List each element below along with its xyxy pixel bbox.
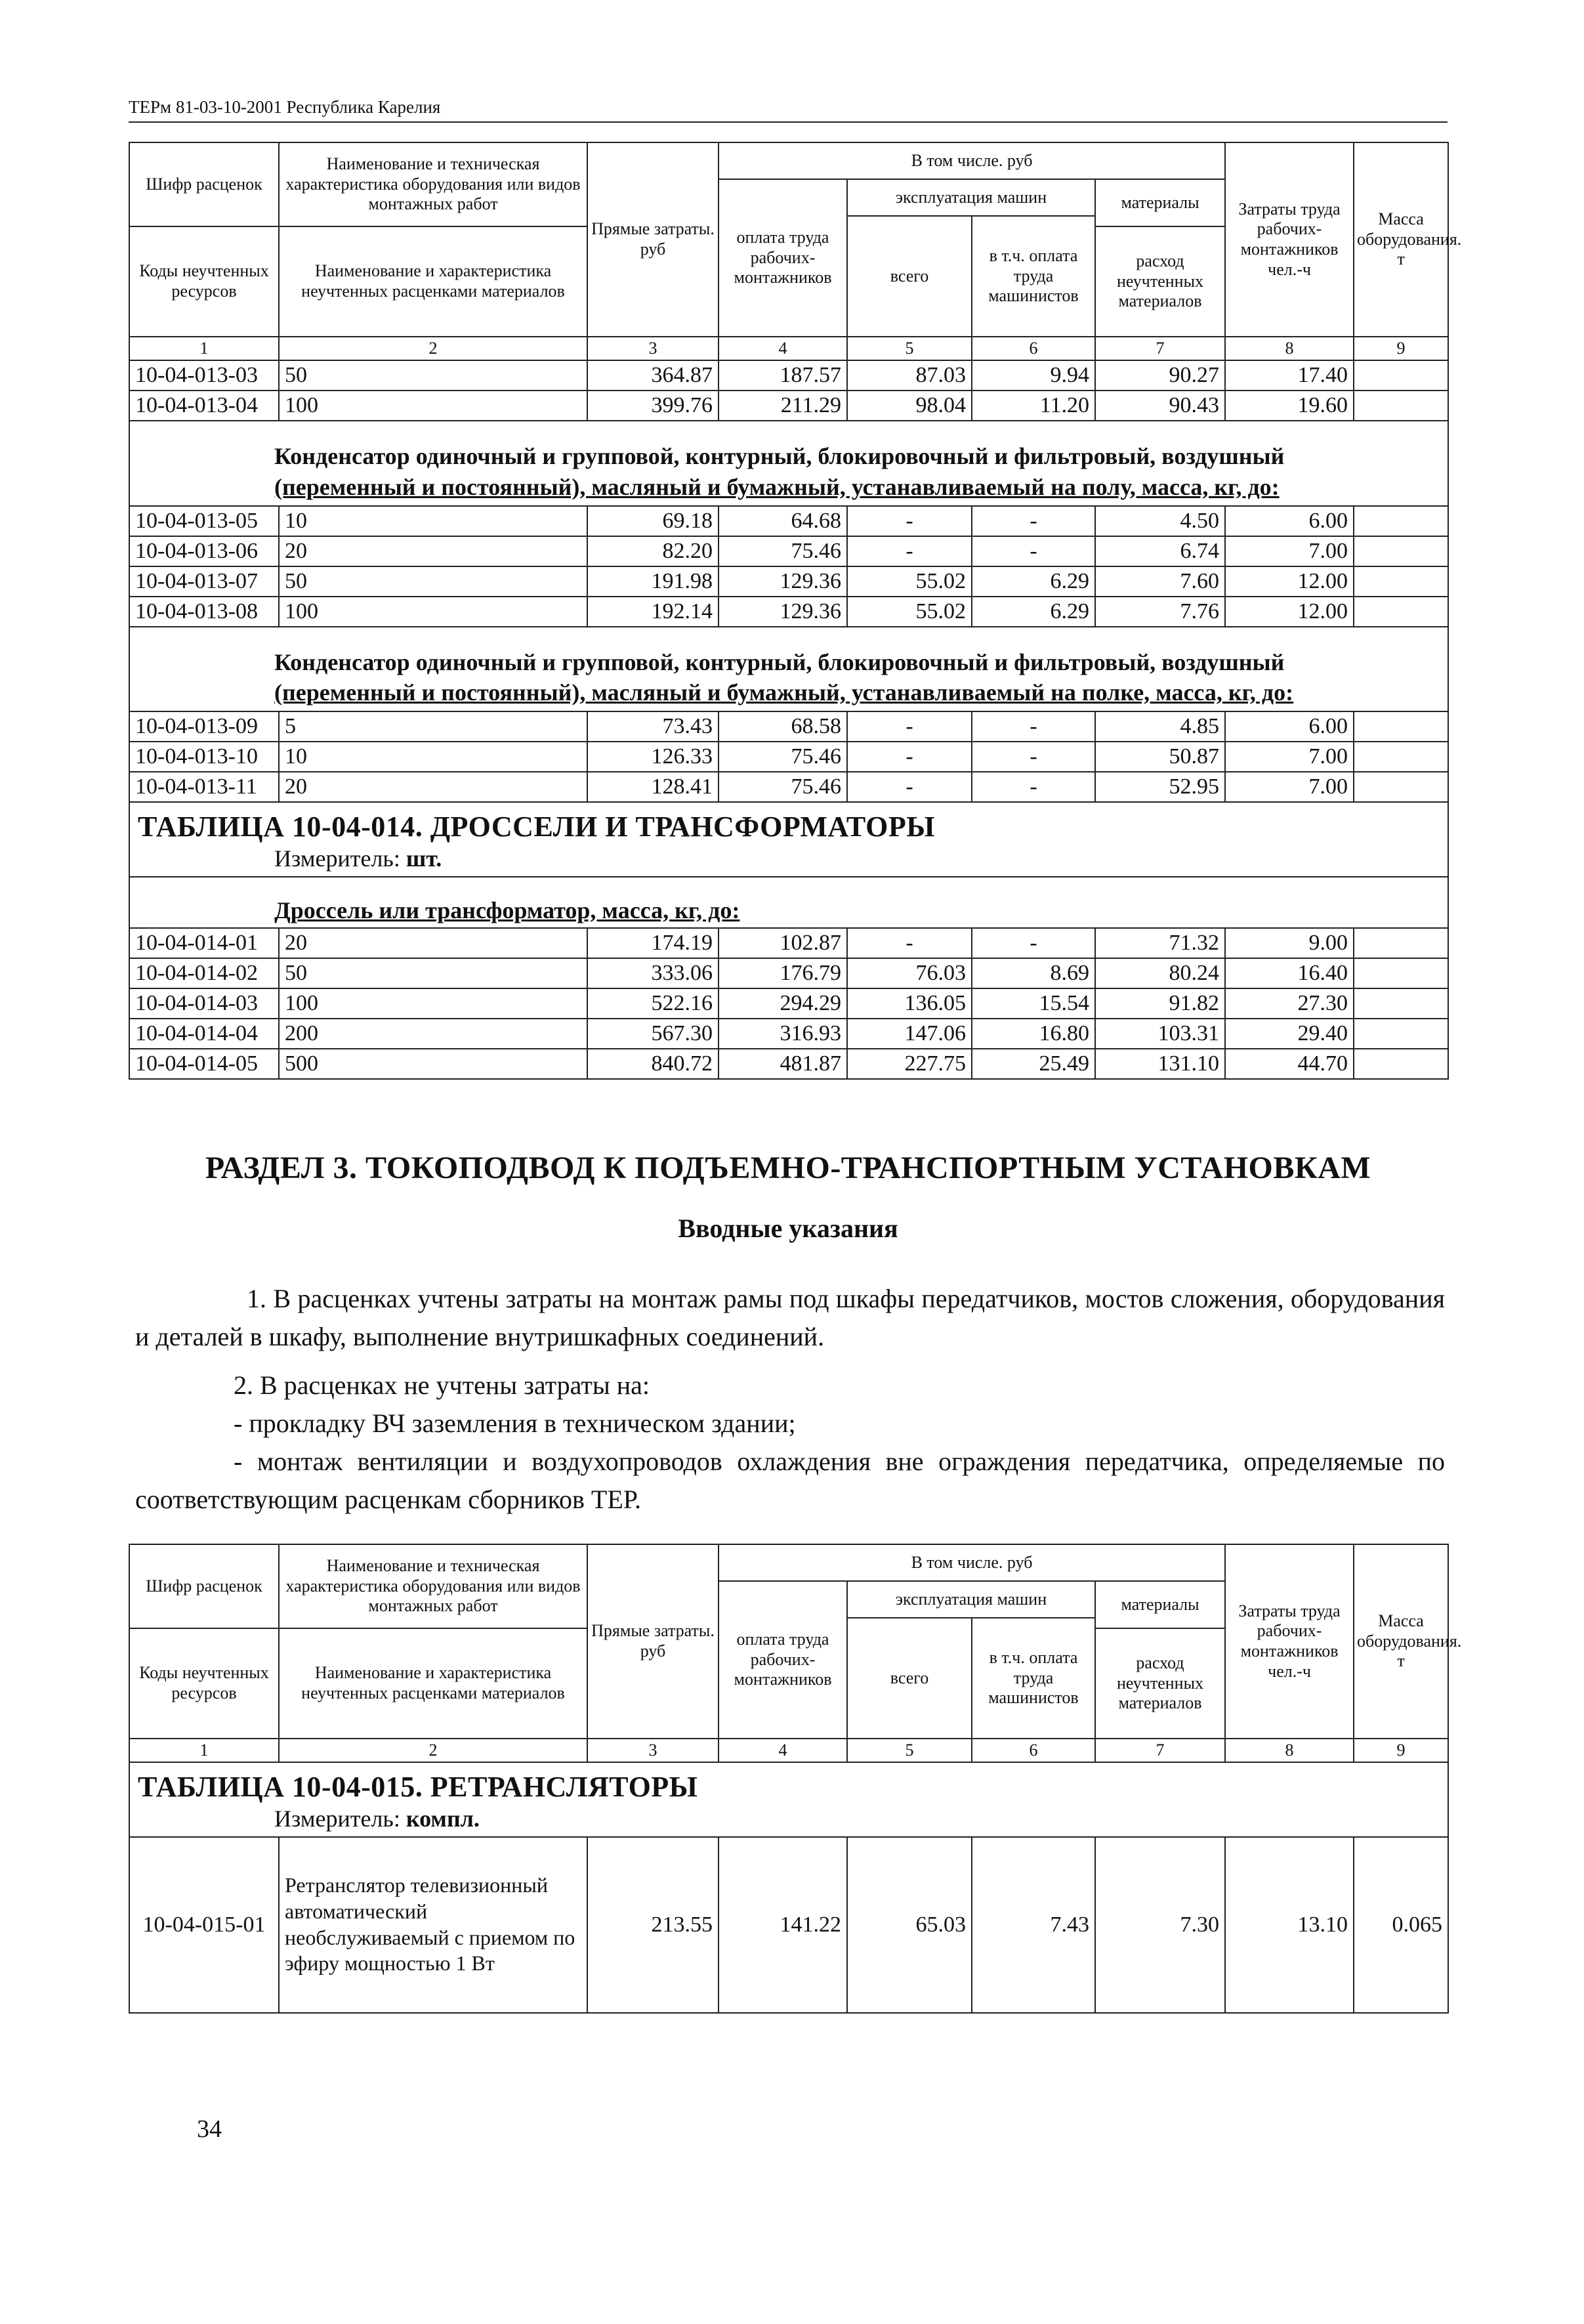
- table-cell: 82.20: [587, 536, 719, 566]
- table-cell: -: [972, 772, 1095, 802]
- table-cell: 522.16: [587, 988, 719, 1019]
- header-labor-pay: оплата труда рабочих-монтажников: [719, 179, 847, 337]
- section-3-title: РАЗДЕЛ 3. ТОКОПОДВОД К ПОДЪЕМНО-ТРАНСПОРТНЫМ УСТАНОВКАМ: [205, 1151, 1371, 1185]
- table-cell: 174.19: [587, 928, 719, 958]
- table-cell: -: [972, 506, 1095, 536]
- table-cell: 10: [279, 506, 587, 536]
- header-machines-total: всего: [847, 216, 972, 337]
- table-cell: 9.00: [1225, 928, 1354, 958]
- table-cell: [1354, 711, 1448, 742]
- rate-code-cell: 10-04-013-04: [129, 391, 279, 421]
- table-cell: 6.29: [972, 566, 1095, 597]
- table-cell: 100: [279, 391, 587, 421]
- table-cell: [1354, 928, 1448, 958]
- header-codes: Коды неучтенных ресурсов: [129, 226, 279, 337]
- table-cell: 50: [279, 360, 587, 391]
- rate-code-cell: 10-04-014-03: [129, 988, 279, 1019]
- section-line-2: (переменный и постоянный), масляный и бумажный, устанавливаемый на полу, масса, кг, до:: [274, 473, 1280, 500]
- table-cell: -: [847, 506, 972, 536]
- table-cell: [1354, 506, 1448, 536]
- rate-code-cell: 10-04-013-03: [129, 360, 279, 391]
- header-shifr: Шифр расценок: [129, 1544, 279, 1628]
- table-cell: 364.87: [587, 360, 719, 391]
- header-mass: Масса оборудования. т: [1354, 142, 1448, 337]
- table-cell: 71.32: [1095, 928, 1225, 958]
- table-cell: 103.31: [1095, 1019, 1225, 1049]
- table-cell: 16.80: [972, 1019, 1095, 1049]
- header-materials: материалы: [1095, 1581, 1225, 1628]
- table-row: [129, 711, 1448, 742]
- table-cell: 50: [279, 566, 587, 597]
- rates-table-013-014: [129, 142, 1462, 1080]
- table-cell: 69.18: [587, 506, 719, 536]
- table-cell: 75.46: [719, 772, 847, 802]
- table-cell: 29.40: [1225, 1019, 1354, 1049]
- table-cell: 12.00: [1225, 566, 1354, 597]
- table-015-measure: Измеритель: компл.: [274, 1806, 480, 1832]
- rate-code-cell: 10-04-013-10: [129, 742, 279, 772]
- table-cell: 399.76: [587, 391, 719, 421]
- table-cell: 19.60: [1225, 391, 1354, 421]
- table-cell: 20: [279, 772, 587, 802]
- table-cell: 15.54: [972, 988, 1095, 1019]
- table-cell: 4.85: [1095, 711, 1225, 742]
- header-codes: Коды неучтенных ресурсов: [129, 1628, 279, 1739]
- table-cell: 136.05: [847, 988, 972, 1019]
- table-cell: 192.14: [587, 597, 719, 627]
- table-cell: -: [847, 742, 972, 772]
- table-cell: 191.98: [587, 566, 719, 597]
- table-row: [129, 988, 1448, 1019]
- table-row: [129, 506, 1448, 536]
- header-labor-pay: оплата труда рабочих-монтажников: [719, 1581, 847, 1739]
- table-cell: 100: [279, 988, 587, 1019]
- table-cell: 50.87: [1095, 742, 1225, 772]
- table-cell: [1354, 988, 1448, 1019]
- table-cell: 50: [279, 958, 587, 988]
- header-name-bottom: Наименование и характеристика неучтенных расценками материалов: [279, 226, 587, 337]
- header-materials: материалы: [1095, 179, 1225, 226]
- table-cell: -: [847, 772, 972, 802]
- table-cell: [1354, 566, 1448, 597]
- table-cell: 20: [279, 928, 587, 958]
- table-cell: 87.03: [847, 360, 972, 391]
- table-row: [129, 597, 1448, 627]
- section-condenser-shelf: [129, 627, 1448, 712]
- table-cell: 75.46: [719, 536, 847, 566]
- section-line-1: Конденсатор одиночный и групповой, контурный, блокировочный и фильтровый, воздушный: [274, 443, 1285, 469]
- intro-paragraph-4: - монтаж вентиляции и воздухопроводов охлаждения вне ограждения передатчика, определяемые по соответствующим расценкам сборников ТЕР.: [135, 1447, 1445, 1514]
- table-015-title: ТАБЛИЦА 10-04-015. РЕТРАНСЛЯТОРЫ: [138, 1771, 698, 1803]
- rate-code-cell: 10-04-013-09: [129, 711, 279, 742]
- intro-paragraph-2: 2. В расценках не учтены затраты на:: [234, 1370, 650, 1400]
- table-cell: -: [847, 711, 972, 742]
- intro-title: Вводные указания: [678, 1214, 898, 1243]
- table-cell: 6.29: [972, 597, 1095, 627]
- table-row: [129, 360, 1448, 391]
- table-cell: 500: [279, 1049, 587, 1079]
- rate-code-cell: 10-04-013-11: [129, 772, 279, 802]
- table-cell: [1354, 360, 1448, 391]
- table-014-measure: Измеритель: шт.: [274, 845, 442, 872]
- table-cell: 68.58: [719, 711, 847, 742]
- table-cell: 75.46: [719, 742, 847, 772]
- intro-paragraph-3: - прокладку ВЧ заземления в техническом здании;: [234, 1408, 796, 1438]
- table-cell: 7.00: [1225, 742, 1354, 772]
- rate-code-cell: 10-04-013-06: [129, 536, 279, 566]
- table-cell: [1354, 958, 1448, 988]
- table-cell: 20: [279, 536, 587, 566]
- table-row: [129, 772, 1448, 802]
- table-cell: [1354, 742, 1448, 772]
- page-number: 34: [197, 2115, 222, 2143]
- table-row: 10-04-015-01 Ретранслятор телевизионный автоматический необслуживаемый с приемом по эфиру мощностью 1 Вт 213.55 141.22 65.03 7.43 7.30 13.10 0.065: [129, 1837, 1448, 2013]
- rate-code-cell: 10-04-014-02: [129, 958, 279, 988]
- table-cell: 187.57: [719, 360, 847, 391]
- table-cell: 126.33: [587, 742, 719, 772]
- section-condenser-floor: [129, 421, 1448, 506]
- header-direct-costs: Прямые затраты. руб: [587, 1544, 719, 1739]
- table-cell: 44.70: [1225, 1049, 1354, 1079]
- header-labor: Затраты труда рабочих-монтажников чел.-ч: [1225, 1544, 1354, 1739]
- column-number-row: 1 2 3 4 5 6 7 8 9: [129, 1739, 1448, 1762]
- table-cell: [1354, 597, 1448, 627]
- table-cell: 7.00: [1225, 772, 1354, 802]
- table-row: [129, 742, 1448, 772]
- rate-code-cell: 10-04-014-04: [129, 1019, 279, 1049]
- table-cell: [1354, 772, 1448, 802]
- table-cell: 176.79: [719, 958, 847, 988]
- table-cell: 200: [279, 1019, 587, 1049]
- table-014-heading: [129, 802, 1448, 877]
- table-cell: 91.82: [1095, 988, 1225, 1019]
- header-labor: Затраты труда рабочих-монтажников чел.-ч: [1225, 142, 1354, 337]
- table-cell: 100: [279, 597, 587, 627]
- table-cell: 55.02: [847, 566, 972, 597]
- table-cell: 52.95: [1095, 772, 1225, 802]
- table-cell: 25.49: [972, 1049, 1095, 1079]
- running-header: ТЕРм 81-03-10-2001 Республика Карелия: [129, 97, 1448, 123]
- table-cell: 211.29: [719, 391, 847, 421]
- table-cell: 6.74: [1095, 536, 1225, 566]
- table-row: [129, 928, 1448, 958]
- table-row: [129, 391, 1448, 421]
- table-cell: 7.00: [1225, 536, 1354, 566]
- table-cell: 90.43: [1095, 391, 1225, 421]
- table-cell: 12.00: [1225, 597, 1354, 627]
- table-cell: 6.00: [1225, 711, 1354, 742]
- rate-code-cell: 10-04-013-08: [129, 597, 279, 627]
- rate-code-cell: 10-04-014-05: [129, 1049, 279, 1079]
- table-cell: 8.69: [972, 958, 1095, 988]
- table-cell: 98.04: [847, 391, 972, 421]
- column-number-row: 1 2 3 4 5 6 7 8 9: [129, 337, 1448, 360]
- table-cell: [1354, 536, 1448, 566]
- header-name-bottom: Наименование и характеристика неучтенных расценками материалов: [279, 1628, 587, 1739]
- table-cell: 129.36: [719, 566, 847, 597]
- header-name-top: Наименование и техническая характеристика оборудования или видов монтажных работ: [279, 142, 587, 226]
- header-name-top: Наименование и техническая характеристика оборудования или видов монтажных работ: [279, 1544, 587, 1628]
- header-including: В том числе. руб: [719, 142, 1225, 179]
- table-cell: 840.72: [587, 1049, 719, 1079]
- table-cell: 333.06: [587, 958, 719, 988]
- table-row: [129, 1019, 1448, 1049]
- table-cell: -: [972, 742, 1095, 772]
- table-row: [129, 1049, 1448, 1079]
- rate-code-cell: 10-04-013-07: [129, 566, 279, 597]
- header-unaccounted: расход неучтенных материалов: [1095, 226, 1225, 337]
- table-row: [129, 536, 1448, 566]
- header-machinists-pay: в т.ч. оплата труда машинистов: [972, 1618, 1095, 1739]
- section-line-1: Конденсатор одиночный и групповой, контурный, блокировочный и фильтровый, воздушный: [274, 648, 1285, 675]
- table-row: [129, 958, 1448, 988]
- table-cell: -: [847, 536, 972, 566]
- header-mass: Масса оборудования. т: [1354, 1544, 1448, 1739]
- table-cell: 9.94: [972, 360, 1095, 391]
- intro-paragraph-1: 1. В расценках учтены затраты на монтаж рамы под шкафы передатчиков, мостов сложения, оборудования и деталей в шкафу, выполнение внутришкафных соединений.: [135, 1284, 1445, 1351]
- table-cell: 481.87: [719, 1049, 847, 1079]
- table-cell: 567.30: [587, 1019, 719, 1049]
- table-cell: 4.50: [1095, 506, 1225, 536]
- table-cell: 7.60: [1095, 566, 1225, 597]
- table-cell: 55.02: [847, 597, 972, 627]
- table-cell: -: [972, 928, 1095, 958]
- table-cell: 129.36: [719, 597, 847, 627]
- table-cell: 128.41: [587, 772, 719, 802]
- table-cell: 16.40: [1225, 958, 1354, 988]
- rate-code-cell: 10-04-014-01: [129, 928, 279, 958]
- table-cell: 17.40: [1225, 360, 1354, 391]
- table-cell: 11.20: [972, 391, 1095, 421]
- table-cell: [1354, 391, 1448, 421]
- table-row: [129, 566, 1448, 597]
- table-cell: 6.00: [1225, 506, 1354, 536]
- table-cell: 76.03: [847, 958, 972, 988]
- header-machines-total: всего: [847, 1618, 972, 1739]
- header-direct-costs: Прямые затраты. руб: [587, 142, 719, 337]
- table-cell: [1354, 1049, 1448, 1079]
- table-cell: 10: [279, 742, 587, 772]
- table-015-heading: [129, 1762, 1448, 1837]
- table-cell: 131.10: [1095, 1049, 1225, 1079]
- table-cell: 64.68: [719, 506, 847, 536]
- table-cell: -: [972, 711, 1095, 742]
- table-014-title: ТАБЛИЦА 10-04-014. ДРОССЕЛИ И ТРАНСФОРМАТОРЫ: [138, 811, 935, 843]
- table-cell: 27.30: [1225, 988, 1354, 1019]
- section-choke-label: Дроссель или трансформатор, масса, кг, до:: [274, 897, 740, 923]
- table-cell: -: [972, 536, 1095, 566]
- table-cell: 294.29: [719, 988, 847, 1019]
- header-machinists-pay: в т.ч. оплата труда машинистов: [972, 216, 1095, 337]
- section-line-2: (переменный и постоянный), масляный и бумажный, устанавливаемый на полке, масса, кг, до:: [274, 679, 1294, 706]
- rate-code-cell: 10-04-013-05: [129, 506, 279, 536]
- table-cell: 7.76: [1095, 597, 1225, 627]
- header-machines: эксплуатация машин: [847, 1581, 1095, 1618]
- table-cell: 147.06: [847, 1019, 972, 1049]
- header-machines: эксплуатация машин: [847, 179, 1095, 216]
- table-cell: 5: [279, 711, 587, 742]
- table-cell: 316.93: [719, 1019, 847, 1049]
- table-cell: 102.87: [719, 928, 847, 958]
- header-including: В том числе. руб: [719, 1544, 1225, 1581]
- header-shifr: Шифр расценок: [129, 142, 279, 226]
- header-unaccounted: расход неучтенных материалов: [1095, 1628, 1225, 1739]
- section-choke: [129, 877, 1448, 928]
- rates-table-015: [129, 1544, 1462, 2014]
- table-cell: 80.24: [1095, 958, 1225, 988]
- table-cell: 90.27: [1095, 360, 1225, 391]
- table-cell: 73.43: [587, 711, 719, 742]
- table-cell: -: [847, 928, 972, 958]
- table-cell: 227.75: [847, 1049, 972, 1079]
- table-cell: [1354, 1019, 1448, 1049]
